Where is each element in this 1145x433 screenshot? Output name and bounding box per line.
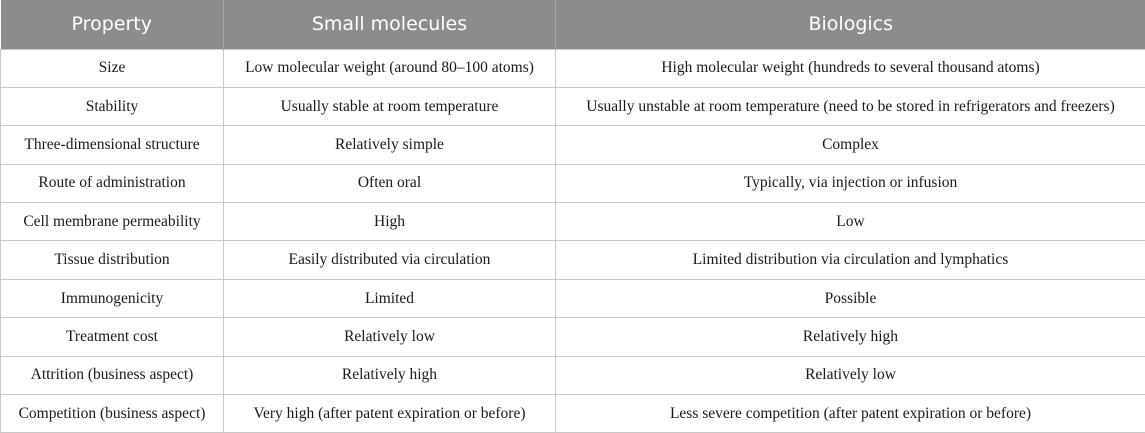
small-molecules-cell: High [224,203,556,241]
property-cell: Route of administration [1,164,224,202]
property-cell: Size [1,49,224,87]
small-molecules-cell: Low molecular weight (around 80–100 atoms) [224,49,556,87]
table-row [1,279,1145,317]
biologics-cell: Limited distribution via circulation and lymphatics [556,241,1145,279]
biologics-cell: Relatively low [556,356,1145,394]
table-row [1,87,1145,125]
table-row [1,395,1145,433]
table-row [1,164,1145,202]
property-cell: Treatment cost [1,318,224,356]
table-header [1,0,1145,49]
property-cell: Cell membrane permeability [1,203,224,241]
table-row [1,318,1145,356]
small-molecules-cell: Very high (after patent expiration or before) [224,395,556,433]
small-molecules-cell: Often oral [224,164,556,202]
table-body [1,49,1145,433]
table-row [1,49,1145,87]
property-cell: Stability [1,87,224,125]
table-row [1,203,1145,241]
small-molecules-cell: Usually stable at room temperature [224,87,556,125]
small-molecules-cell: Easily distributed via circulation [224,241,556,279]
property-cell: Competition (business aspect) [1,395,224,433]
small-molecules-cell: Relatively low [224,318,556,356]
biologics-cell: Typically, via injection or infusion [556,164,1145,202]
small-molecules-cell: Limited [224,279,556,317]
header-small-molecules: Small molecules [224,0,556,49]
table-row [1,356,1145,394]
header-row [1,0,1145,49]
biologics-cell: Usually unstable at room temperature (need to be stored in refrigerators and freezers) [556,87,1145,125]
property-cell: Immunogenicity [1,279,224,317]
property-cell: Tissue distribution [1,241,224,279]
header-biologics: Biologics [556,0,1145,49]
property-cell: Three-dimensional structure [1,126,224,164]
biologics-cell: Low [556,203,1145,241]
biologics-cell: High molecular weight (hundreds to several thousand atoms) [556,49,1145,87]
biologics-cell: Possible [556,279,1145,317]
small-molecules-cell: Relatively high [224,356,556,394]
biologics-cell: Relatively high [556,318,1145,356]
small-molecules-cell: Relatively simple [224,126,556,164]
table-row [1,241,1145,279]
biologics-cell: Less severe competition (after patent expiration or before) [556,395,1145,433]
property-cell: Attrition (business aspect) [1,356,224,394]
biologics-cell: Complex [556,126,1145,164]
header-property: Property [71,13,152,36]
table-row [1,126,1145,164]
